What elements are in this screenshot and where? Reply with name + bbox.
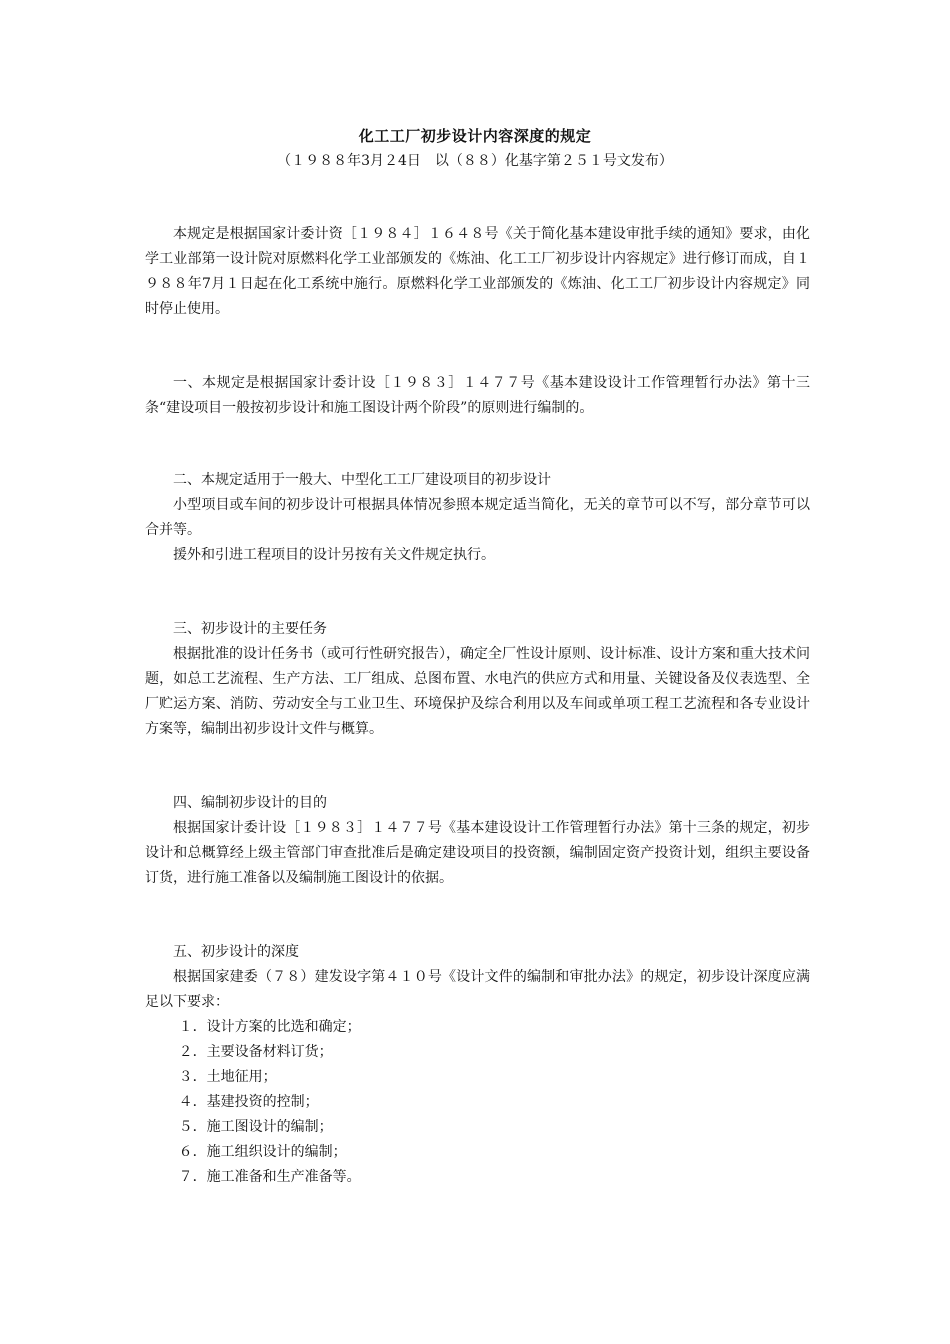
section-1-heading: 一、本规定是根据国家计委计设［１９８３］１４７７号《基本建设设计工作管理暂行办法》第十三条“建设项目一般按初步设计和施工图设计两个阶段”的原则进行编制的。: [145, 375, 810, 416]
list-item: ２．主要设备材料订货；: [178, 1044, 333, 1060]
section-5-heading: 五、初步设计的深度: [173, 944, 299, 960]
document-body: [145, 222, 810, 1190]
document-subtitle: （１９８８年3月２4日 以（８８）化基字第２５１号文发布）: [277, 153, 673, 169]
section-5-paragraph-1: 根据国家建委（７８）建发设字第４１０号《设计文件的编制和审批办法》的规定，初步设计深度应满足以下要求：: [145, 969, 810, 1010]
section-2-paragraph-1: 小型项目或车间的初步设计可根据具体情况参照本规定适当简化，无关的章节可以不写，部分章节可以合并等。: [145, 497, 810, 538]
list-item: ６．施工组织设计的编制；: [178, 1144, 347, 1160]
section-2-paragraph-2: 援外和引进工程项目的设计另按有关文件规定执行。: [173, 547, 495, 563]
section-3-paragraph-1: 根据批准的设计任务书（或可行性研究报告），确定全厂性设计原则、设计标准、设计方案和重大技术问题，如总工艺流程、生产方法、工厂组成、总图布置、水电汽的供应方式和用量、关键设备及仪表选型、全厂贮运方案、消防、劳动安全与工业卫生、环境保护及综合利用以及车间或单项工程工艺流程和各专业设计方案等，编制出初步设计文件与概算。: [145, 646, 810, 737]
preamble-paragraph: 本规定是根据国家计委计资［１９８４］１６４８号《关于简化基本建设审批手续的通知》要求，由化学工业部第一设计院对原燃料化学工业部颁发的《炼油、化工工厂初步设计内容规定》进行修订而成，自１９８８年7月１日起在化工系统中施行。原燃料化学工业部颁发的《炼油、化工工厂初步设计内容规定》同时停止使用。: [145, 226, 810, 317]
list-item: １．设计方案的比选和确定；: [178, 1019, 361, 1035]
list-item: ７．施工准备和生产准备等。: [178, 1169, 361, 1185]
document-title: 化工工厂初步设计内容深度的规定: [358, 127, 592, 145]
section-3-heading: 三、初步设计的主要任务: [173, 621, 327, 637]
section-4-heading: 四、编制初步设计的目的: [173, 795, 327, 811]
list-item: ４．基建投资的控制；: [178, 1094, 319, 1110]
list-item: ３．土地征用；: [178, 1069, 277, 1085]
requirements-list: [145, 1015, 810, 1190]
section-2-heading: 二、本规定适用于一般大、中型化工工厂建设项目的初步设计: [173, 472, 551, 488]
section-4-paragraph-1: 根据国家计委计设［１９８３］１４７７号《基本建设设计工作管理暂行办法》第十三条的规定，初步设计和总概算经上级主管部门审查批准后是确定建设项目的投资额，编制固定资产投资计划，组织主要设备订货，进行施工准备以及编制施工图设计的依据。: [145, 820, 810, 886]
list-item: ５．施工图设计的编制；: [178, 1119, 333, 1135]
